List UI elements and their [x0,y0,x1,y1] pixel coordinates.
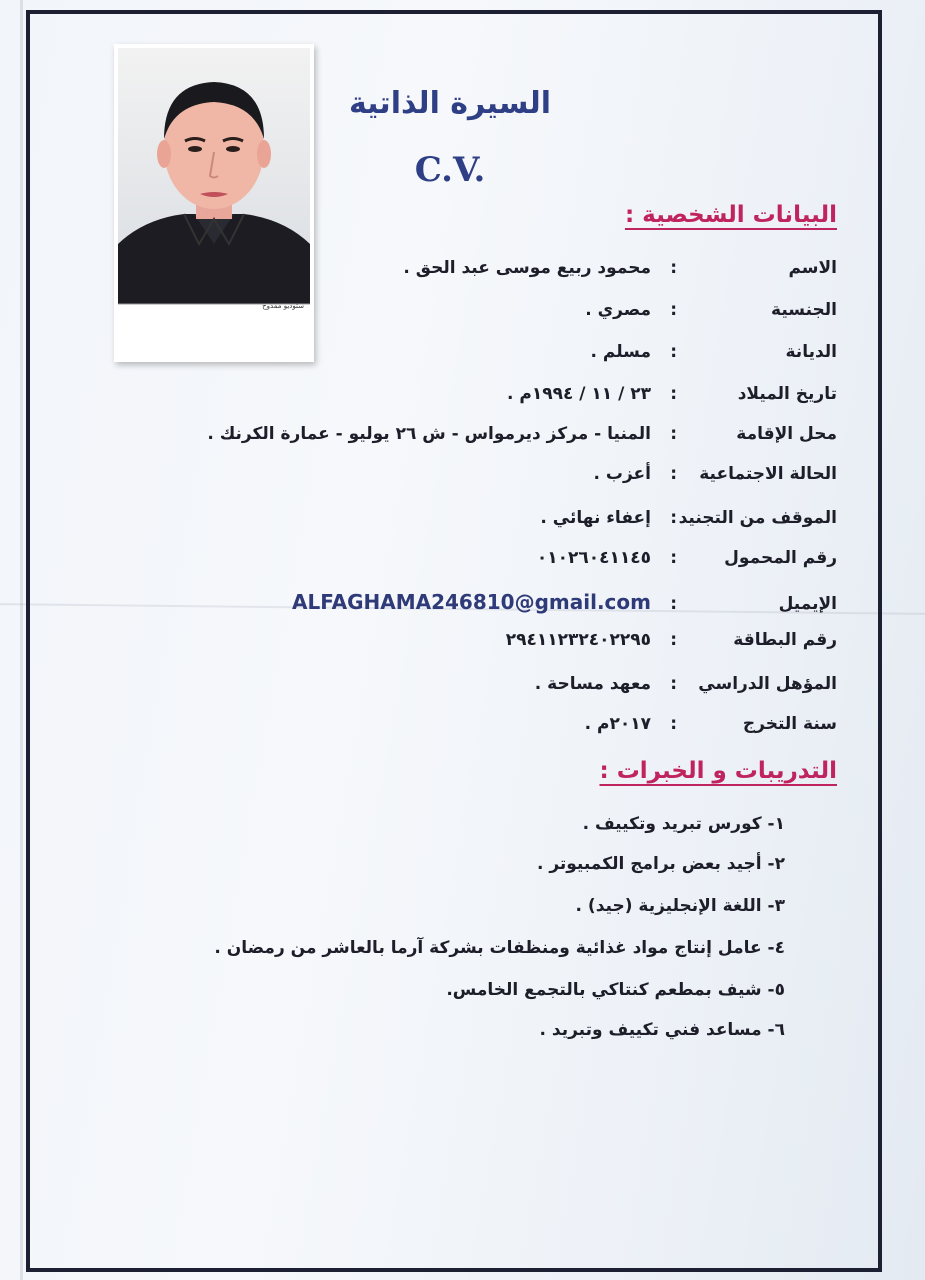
field-label: سنة التخرج [742,714,837,734]
photo-studio-caption: ستوديو ممدوح [262,302,304,310]
field-colon: : [670,464,677,484]
field-value: إعفاء نهائي . [540,508,651,528]
field-colon: : [670,630,677,650]
field-label: رقم المحمول [724,548,837,568]
field-row-residence [137,424,837,458]
experience-item: ٦- مساعد فني تكييف وتبريد . [539,1020,785,1040]
page-title-arabic: السيرة الذاتية [348,86,551,121]
field-label: المؤهل الدراسي [698,674,837,694]
experience-item: ٣- اللغة الإنجليزية (جيد) . [575,896,785,916]
field-colon: : [670,342,677,362]
experience-item: ٢- أجيد بعض برامج الكمبيوتر . [536,854,785,874]
field-row-qualification [137,674,837,708]
field-label: محل الإقامة [736,424,837,444]
field-row-name [137,258,837,292]
field-label: تاريخ الميلاد [737,384,837,404]
field-colon: : [670,548,677,568]
field-value: المنيا - مركز ديرمواس - ش ٢٦ يوليو - عمارة الكرنك . [207,424,651,444]
field-value: أعزب . [593,464,651,484]
field-value: مصري . [585,300,651,320]
field-colon: : [670,300,677,320]
field-row-military-status [137,508,837,542]
field-colon: : [670,424,677,444]
paper-fold-vertical [20,0,23,1280]
field-colon: : [670,258,677,278]
field-value: ٢٩٤١١٢٣٢٤٠٢٢٩٥ [505,630,651,650]
field-row-marital-status [137,464,837,498]
experience-item: ٤- عامل إنتاج مواد غذائية ومنظفات بشركة آرما بالعاشر من رمضان . [214,938,785,958]
field-colon: : [670,594,677,614]
field-colon: : [670,714,677,734]
field-value: ٢٠١٧م . [584,714,651,734]
field-label: الاسم [788,258,837,278]
field-label: الديانة [785,342,837,362]
field-row-mobile [137,548,837,582]
field-label: الحالة الاجتماعية [699,464,837,484]
field-colon: : [670,384,677,404]
page-title-english: C.V. [414,150,486,190]
field-row-id-card [137,630,837,664]
field-value: ٠١٠٢٦٠٤١١٤٥ [536,548,651,568]
field-row-graduation-year [137,714,837,748]
field-label: الموقف من التجنيد [678,508,837,528]
field-row-birthdate [137,384,837,418]
field-label: الجنسية [771,300,837,320]
field-row-religion [137,342,837,376]
email-link: ALFAGHAMA246810@gmail.com [292,590,651,614]
field-row-nationality [137,300,837,334]
field-label: الإيميل [778,594,837,614]
experience-item: ١- كورس تبريد وتكييف . [582,814,785,834]
field-label: رقم البطاقة [733,630,837,650]
field-colon: : [670,674,677,694]
field-value: محمود ربيع موسى عبد الحق . [403,258,651,278]
field-value: معهد مساحة . [534,674,651,694]
experience-heading: التدريبات و الخبرات : [599,758,837,784]
field-colon: : [670,508,677,528]
field-row-email [137,590,837,628]
experience-item: ٥- شيف بمطعم كنتاكي بالتجمع الخامس. [446,980,785,1000]
personal-data-heading: البيانات الشخصية : [624,202,837,228]
field-value: ٢٣ / ١١ / ١٩٩٤م . [507,384,651,404]
field-value: مسلم . [590,342,651,362]
